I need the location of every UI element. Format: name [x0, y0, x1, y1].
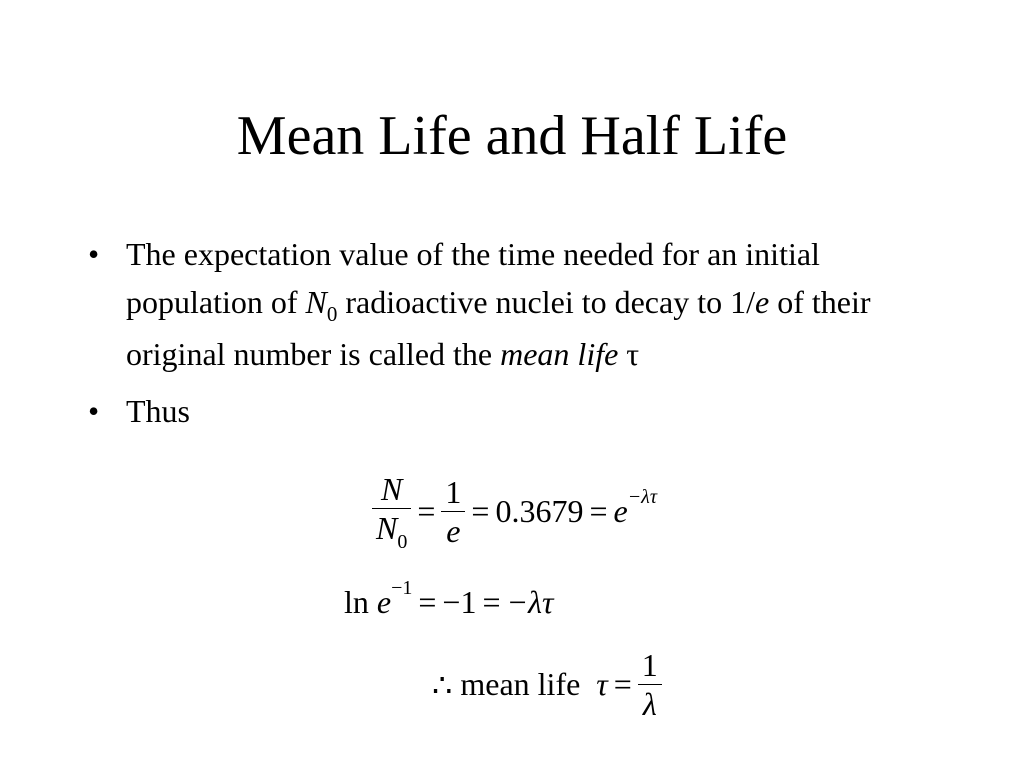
fraction-denominator: $N_0$ [376, 510, 408, 553]
bullet-item-definition [80, 230, 950, 378]
fraction-n-over-n0 [372, 470, 411, 552]
negative-one: −1 [442, 584, 477, 620]
therefore-symbol: ∴ [432, 666, 453, 703]
tau-symbol: τ [618, 336, 640, 372]
exponent: −λτ [627, 485, 658, 508]
variable-n: N [305, 284, 327, 320]
exponential-base: e [613, 492, 628, 529]
bullet-item-thus [80, 387, 950, 435]
fraction-denominator: λ [642, 686, 657, 722]
emphasis-mean-life: mean life [500, 336, 619, 372]
equals-sign: = [613, 666, 632, 702]
lambda-tau: −λτ [506, 584, 554, 620]
variable-e: e [754, 284, 770, 320]
equals-sign: = [417, 492, 436, 529]
fraction-numerator: 1 [641, 647, 658, 683]
equation-ratio [372, 470, 657, 552]
fraction-numerator: N [381, 471, 403, 507]
equation-log [344, 577, 554, 621]
bullet-text: The expectation value of the time needed for an initial population of [126, 236, 820, 320]
tau-symbol: τ [596, 666, 608, 702]
bullet-text: Thus [126, 393, 190, 429]
mean-life-label: mean life [460, 666, 581, 702]
decimal-value: 0.3679 [495, 492, 584, 529]
fraction-numerator: 1 [445, 473, 462, 510]
bullet-text: radioactive nuclei to decay to 1/ [337, 284, 755, 320]
fraction-one-over-lambda [638, 646, 662, 723]
subscript-zero: 0 [326, 302, 338, 326]
bullet-marker: • [88, 393, 100, 429]
slide-title: Mean Life and Half Life [236, 105, 788, 167]
bullet-marker: • [88, 236, 100, 272]
equals-sign: = [589, 492, 608, 529]
exponent: −1 [391, 577, 413, 599]
equation-mean-life [432, 646, 662, 723]
ln-function: ln [344, 584, 369, 620]
equals-sign: = [482, 584, 501, 620]
fraction-denominator: e [446, 512, 461, 549]
bullet-text: of their original number is called the [126, 284, 871, 372]
bullet-list [80, 230, 950, 444]
equals-sign: = [418, 584, 437, 620]
fraction-one-over-e [441, 473, 465, 550]
equals-sign: = [471, 492, 490, 529]
exponential-base: e [376, 584, 392, 620]
